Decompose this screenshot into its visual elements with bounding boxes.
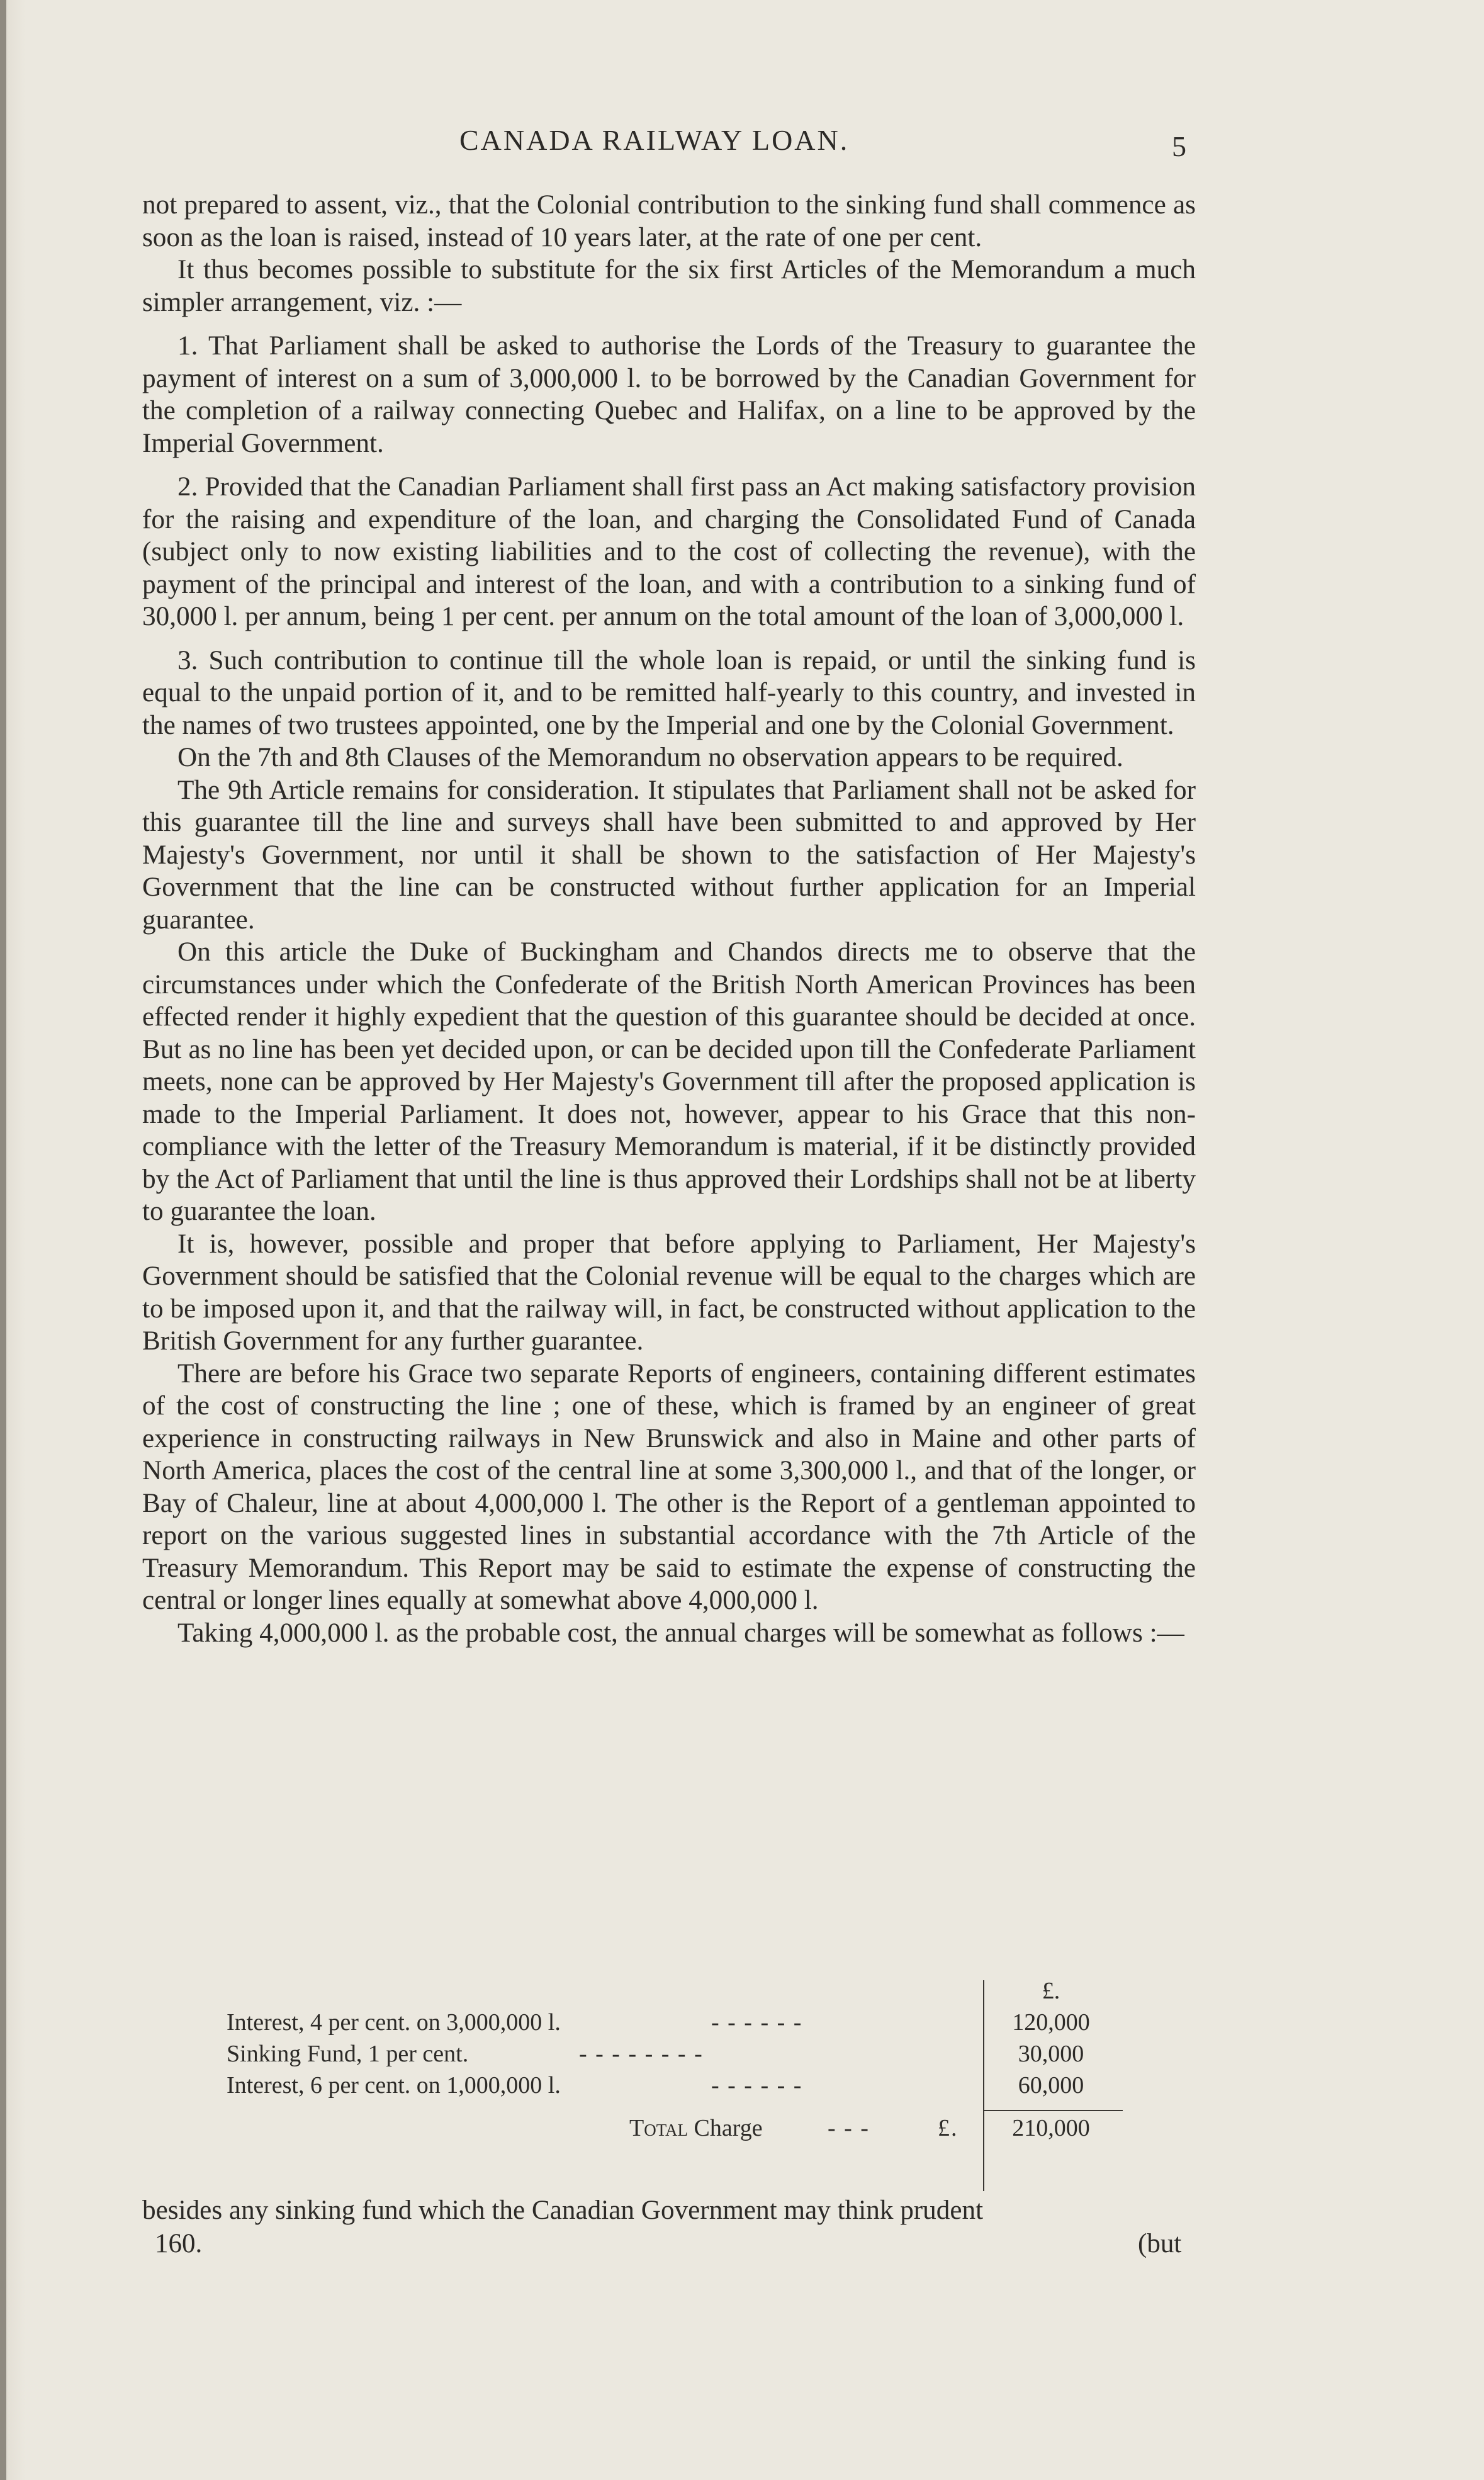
page-number: 5 [1172,130,1186,162]
row-label: Interest, 6 per cent. on 1,000,000 l. [227,2072,561,2099]
annual-charges-table [227,1975,1133,2144]
numbered-article: 1. That Parliament shall be asked to authorise the Lords of the Treasury to guarantee the payment of interest on a sum of 3,000,000 l. to be borrowed by the Canadian Government for the completion of a railway connecting Quebec and Halifax, on a line to be approved by the Imperial Government. [142,331,1196,458]
row-label: Interest, 4 per cent. on 3,000,000 l. [227,2009,561,2036]
paragraph: It is, however, possible and proper that before applying to Parliament, Her Majesty's Government should be satisfied that the Colonial revenue will be equal to the charges which are to be imposed upon it, and that the railway will, in fact, be constructed without application to the British Government for any further guarantee. [142,1229,1196,1356]
running-header: CANADA RAILWAY LOAN. [459,124,850,156]
table-row [227,2007,1133,2038]
paragraph: It thus becomes possible to substitute for the six first Articles of the Memorandum a much simpler arrangement, viz. :— [142,255,1196,317]
currency-header: £. [1042,1978,1060,2004]
total-rule [984,2110,1123,2111]
row-leader: - - - - - - [711,2009,803,2036]
signature-mark: 160. [155,2229,203,2258]
table-total-row [227,2112,1133,2144]
numbered-article: 3. Such contribution to continue till the whole loan is repaid, or until the sinking fund is equal to the unpaid portion of it, and to be remitted half-yearly to this country, and invested in the names of two trustees appointed, one by the Imperial and one by the Colonial Government. [142,645,1196,740]
row-amount: 60,000 [1018,2072,1084,2099]
table-row [227,2070,1133,2101]
row-amount: 30,000 [1018,2041,1084,2067]
total-amount: 210,000 [1012,2115,1090,2141]
paragraph: On the 7th and 8th Clauses of the Memorandum no observation appears to be required. [177,743,1123,772]
paragraph: not prepared to assent, viz., that the Colonial contribution to the sinking fund shall commence as soon as the loan is raised, instead of 10 years later, at the rate of one per cent. [142,190,1196,252]
table-header-row [227,1975,1133,2007]
page-spine-edge [0,0,6,2480]
row-amount: 120,000 [1012,2009,1090,2036]
paragraph: Taking 4,000,000 l. as the probable cost, the annual charges will be somewhat as follows :— [177,1618,1184,1648]
row-label: Sinking Fund, 1 per cent. [227,2041,469,2067]
paragraph: The 9th Article remains for consideration. It stipulates that Parliament shall not be asked for this guarantee till the line and surveys shall have been submitted to and approved by Her Majesty's Government, nor until it shall be shown to the satisfaction of Her Majesty's Government that the line can be constructed without further application for an Imperial guarantee. [142,775,1196,935]
row-leader: - - - - - - - - [579,2041,704,2067]
total-currency: £. [938,2115,958,2141]
total-label [629,2112,763,2144]
row-leader: - - - - - - [711,2072,803,2099]
table-row [227,2038,1133,2070]
total-leader: - - - [828,2115,870,2141]
closing-text: besides any sinking fund which the Canadian Government may think prudent [142,2195,984,2225]
body-text [142,189,1196,1649]
paragraph: On this article the Duke of Buckingham and Chandos directs me to observe that the circumstances under which the Confederate of the British North American Provinces has been effected render it highly expedient that the question of this guarantee should be decided at once. But as no line has been yet decided upon, or can be decided upon till the Confederate Parliament meets, none can be approved by Her Majesty's Government till after the proposed application is made to the Imperial Parliament. It does not, however, appear to his Grace that this non-compliance with the letter of the Treasury Memorandum is material, if it be distinctly provided by the Act of Parliament that until the line is thus approved their Lordships shall not be at liberty to guarantee the loan. [142,937,1196,1226]
total-label-small-caps: Total [629,2115,689,2141]
numbered-article: 2. Provided that the Canadian Parliament shall first pass an Act making satisfactory provision for the raising and expenditure of the loan, and charging the Consolidated Fund of Canada (subject only to now existing liabilities and to the cost of collecting the revenue), with the payment of the principal and interest of the loan, and with a contribution to a sinking fund of 30,000 l. per annum, being 1 per cent. per annum on the total amount of the loan of 3,000,000 l. [142,472,1196,631]
total-label-rest: Charge [688,2115,763,2141]
paragraph: There are before his Grace two separate Reports of engineers, containing different estimates of the cost of constructing the line ; one of these, which is framed by an engineer of great experience in constructing railways in New Brunswick and also in Maine and other parts of North America, places the cost of the central line at some 3,300,000 l., and that of the longer, or Bay of Chaleur, line at about 4,000,000 l. The other is the Report of a gentleman appointed to report on the various suggested lines in substantial accordance with the 7th Article of the Treasury Memorandum. This Report may be said to estimate the expense of constructing the central or longer lines equally at somewhat above 4,000,000 l. [142,1358,1196,1615]
catchword: (but [1138,2229,1182,2258]
